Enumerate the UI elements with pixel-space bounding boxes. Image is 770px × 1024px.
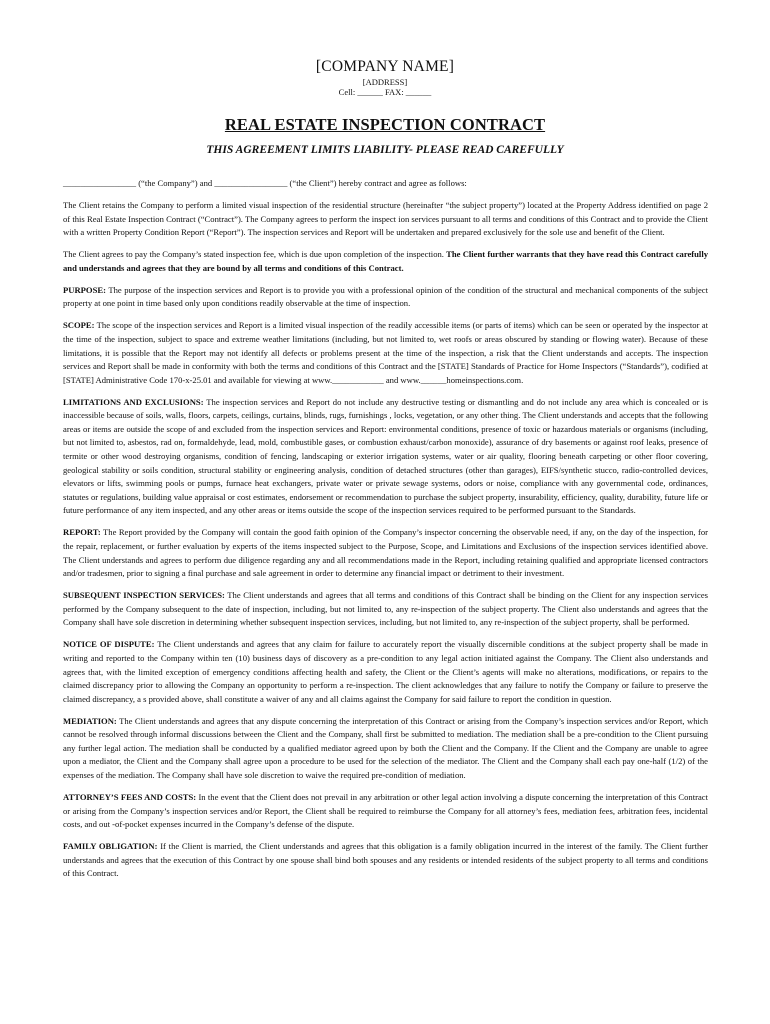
section-heading: NOTICE OF DISPUTE: [63, 639, 155, 650]
section-subsequent-inspection [63, 589, 708, 630]
section-heading: LIMITATIONS AND EXCLUSIONS: [63, 396, 204, 407]
section-text: In the event that the Client does not prevail in any arbitration or other legal action involving a dispute concerning the interpretation of this Contract or arising from the Company’s inspection services and/or Report, the Client shall be required to reimburse the Company for all attorney’s fees, mediation fees, arbitration fees, incidental costs, and out -of-pocket expenses incurred in the Company’s defense of the dispute. [63, 792, 708, 830]
section-attorneys-fees [63, 791, 708, 832]
section-heading: FAMILY OBLIGATION: [63, 841, 158, 852]
section-heading: SUBSEQUENT INSPECTION SERVICES: [63, 590, 225, 601]
section-text: The Client understands and agrees that any claim for failure to accurately report the visually discernible conditions at the subject property shall be made in writing and reported to the Company within ten (10) business days of discovery as a pre-condition to any legal action initiated against the Company. The Client also understands and agrees that, with the limited exception of emergency conditions affecting health and safety, the Client or the Client’s agents will make no alterations, modifications, or repairs to the claimed discrepancy prior to allowing the Company an opportunity to perform a re-inspection. The client acknowledges that any failure to notify the Company or failure to preserve the claimed discrepancy, a s provided above, shall constitute a waiver of any and all claims against the Company for said failure to report the condition in question. [63, 639, 708, 704]
section-text: The purpose of the inspection services and Report is to provide you with a professional opinion of the condition of the structural and mechanical components of the subject property at one point in time based only upon conditions readily observable at the time of inspection. [63, 284, 708, 309]
letterhead [0, 58, 770, 97]
company-name: [COMPANY NAME] [315, 58, 455, 75]
section-limitations [63, 396, 708, 518]
intro-paragraph: _________________ (“the Company”) and _________________ (“the Client”) hereby contract and agree as follows: [63, 178, 467, 188]
section-text: The Client understands and agrees that any dispute concerning the interpretation of this Contract or arising from the Company’s inspection services and/or Report, which cannot be resolved through informal discussions between the Client and the Company, shall first be submitted to mediation. The mediation shall be a pre-condition to the Client pursuing any further legal action. The mediation shall be conducted by a qualified mediator agreed upon by both the Client and the Company. If the Client and the Company are unable to agree upon a mediator, the Client and the Company shall agree upon a procedure to be used for the selection of the mediator. The Client and the Company shall each pay one-half (1/2) of the expenses of the mediation. The Company shall have sole discretion to waive the required pre-condition of mediation. [63, 715, 708, 781]
section-text: The inspection services and Report do not include any destructive testing or dismantling and do not include any area which is concealed or is inaccessible because of soils, walls, floors, carpets, ceilings, curtains, blinds, rugs, furnishings , locks, vegetation, or any other thing. The Client understands and accepts that the following areas or items are outside the scope of and excluded from the inspection services and Report: environmental conditions, presence of toxic or hazardous materials or organisms (including, but not limited to, asbestos, rad on, formaldehyde, lead, mold, combustible gases, or combustion exhaust/carbon monoxide), assurance of dry basements or against roof leaks, presence of termite or other wood destroying organisms, condition of fencing, landscaping or exterior irrigation systems, water or air quality, flooring beneath carpeting or other floor covering, geological stability or soils condition, structural stability or engineering analysis, condition of detached structures (other than garages), EIFS/synthetic stucco, radio-controlled devices, elevators or lifts, swimming pools or pumps, furnace heat exchangers, private water or private sewage systems, odors or noise, compliance with any governmental code, ordinances, statutes or regulations, building value appraisal or cost estimates, endorsement or recommendation to purchase the subject property, insurability, efficiency, quality, durability, future life or future performance of any item inspected, and any other areas or items outside the scope of the inspection services required to be performed pursuant to the Standards. [63, 396, 708, 516]
section-notice-of-dispute [63, 638, 708, 706]
section-heading: SCOPE: [63, 320, 95, 331]
retention-paragraph: The Client retains the Company to perform a limited visual inspection of the residential structure (hereinafter “the subject property”) located at the Property Address identified on page 2 of this Real Estate Inspection Contract (“Contract”). The Company agrees to perform the inspect ion services pursuant to all terms and conditions of this Contract and to provide the Client with a written Property Condition Report (“Report”). The inspection services and Report will be undertaken and prepared exclusively for the sole use and benefit of the Client. [63, 199, 708, 238]
section-heading: MEDIATION: [63, 715, 117, 726]
section-heading: PURPOSE: [63, 284, 106, 295]
section-text: The scope of the inspection services and Report is a limited visual inspection of the readily accessible items (or parts of items) which can be seen or operated by the inspector at the time of the inspection, subject to space and extreme weather limitations (including, but not limited to, wet roofs or areas obscured by standing or flowing water). Because of these limitations, it is possible that the Report may not identify all defects or problems present at the time of the inspection, a risk that the Client understands and accepts. The inspection services and Report shall be made in conformity with both the terms and conditions of this Contract and the [STATE] Standards of Practice for Home Inspectors (“Standards”), codified at [STATE] Administrative Code 170-x-25.01 and available for viewing at www.____________ and www.______homeinspections.com. [63, 320, 708, 385]
section-text: The Report provided by the Company will contain the good faith opinion of the Company’s inspector concerning the observable need, if any, on the day of the inspection, for the repair, replacement, or further evaluation by experts of the items inspected subject to the Purpose, Scope, and Limitations and Exclusions of the inspection services identified above. The Client understands and agrees to perform due diligence regarding any and all recommendations made in the Report, including retaining qualified and appropriate licensed contractors and/or tradesmen, prior to signing a final purchase and sale agreement in order to determine any financial impact or detriment to their investment. [63, 527, 708, 579]
section-heading: ATTORNEY’S FEES AND COSTS: [63, 792, 197, 803]
document-title: REAL ESTATE INSPECTION CONTRACT [224, 115, 546, 134]
fee-text: The Client agrees to pay the Company’s stated inspection fee, which is due upon completion of the inspection. [63, 249, 447, 260]
section-purpose [63, 284, 708, 311]
section-heading: REPORT: [63, 527, 101, 538]
section-mediation [63, 715, 708, 783]
contract-body [63, 177, 708, 889]
company-contact: Cell: ______ FAX: ______ [338, 87, 432, 97]
section-text: If the Client is married, the Client understands and agrees that this obligation is a family obligation incurred in the interest of the family. The Client further understands and agrees that the execution of this Contract by one spouse shall bind both spouses and any residents or intended residents of the subject property to all terms and conditions of this Contract. [63, 841, 708, 879]
section-family-obligation [63, 840, 708, 881]
section-scope [63, 319, 708, 387]
company-address: [ADDRESS] [362, 77, 408, 87]
section-text: The Client understands and agrees that all terms and conditions of this Contract shall be binding on the Client for any inspection services performed by the Company subsequent to the date of inspection, including, but not limited to, any re-inspection of the subject property. The Client also understands and agrees that the Company shall have sole discretion in determining whether subsequent inspection services, including, but not limited to, any re-inspection of the subject property, shall be performed. [63, 590, 709, 628]
fee-paragraph [63, 248, 708, 275]
warranty-text: The Client further warrants that they have read this Contract carefully and understands and agrees that they are bound by all terms and conditions of this Contract. [63, 249, 708, 273]
section-report [63, 526, 708, 580]
document-subtitle: THIS AGREEMENT LIMITS LIABILITY- PLEASE READ CAREFULLY [206, 144, 564, 156]
